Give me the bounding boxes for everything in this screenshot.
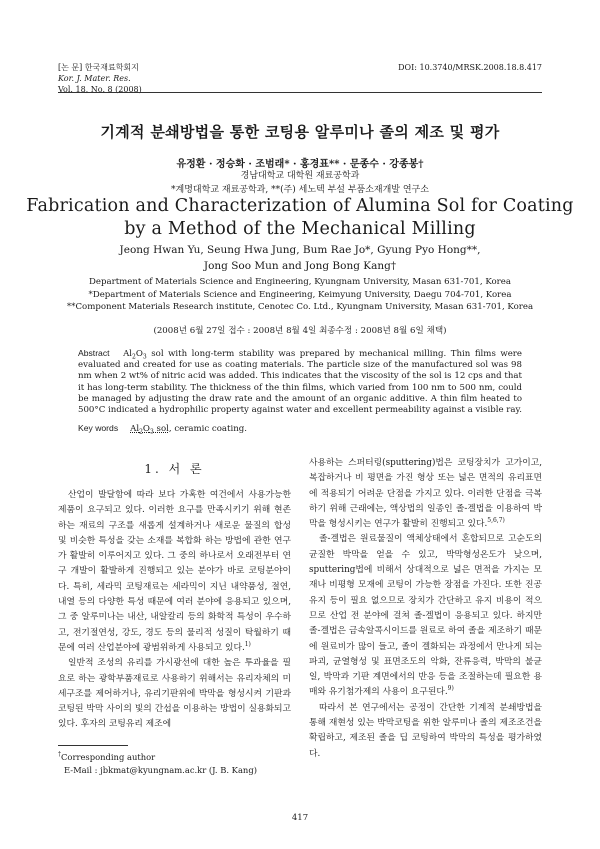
journal-volume: Vol. 18, No. 8 (2008) [58, 85, 142, 94]
abstract [78, 348, 522, 416]
abstract-formula-sub1: 2 [132, 353, 136, 361]
citation: 5,6,7) [487, 517, 505, 525]
journal-name-en: Kor. J. Mater. Res. [58, 74, 131, 83]
journal-name-ko: [논 문] 한국재료학회지 [58, 63, 139, 72]
footnote [58, 751, 257, 777]
right-column [309, 456, 542, 762]
abstract-formula-al: Al [123, 349, 133, 359]
abstract-label: Abstract [78, 348, 110, 358]
page-number: 417 [291, 813, 309, 823]
paragraph [58, 488, 291, 656]
authors-korean: 유정환 · 정승화 · 조범래* · 홍경표** · 문종수 · 강종봉† [176, 159, 424, 170]
authors-english-line1: Jeong Hwan Yu, Seung Hwa Jung, Bum Rae Jo*, Gyung Pyo Hong**, [119, 244, 481, 256]
affiliation-korean-1: 경남대학교 대학원 재료공학과 [240, 171, 360, 181]
affiliation-english-3: **Component Materials Research institute, Cenotec Co. Ltd., Kyungnam University, Masan 631-701, Korea [66, 302, 534, 312]
footnote-email: E-Mail : jbkmat@kyungnam.ac.kr (J. B. Kang) [64, 765, 257, 775]
left-column [58, 488, 291, 733]
keyword-part-al: Al [130, 424, 140, 434]
affiliation-english-1: Department of Materials Science and Engineering, Kyungnam University, Masan 631-701, Korea [88, 277, 512, 287]
section-heading-introduction: 1. 서 론 [144, 462, 205, 476]
header-divider [58, 92, 542, 93]
abstract-formula-sub2: 3 [142, 353, 147, 361]
affiliation-english-2: *Department of Materials Science and Engineering, Keimyung University, Daegu 704-701, Korea [88, 289, 512, 300]
title-korean: 기계적 분쇄방법을 통한 코팅용 알루미나 졸의 제조 및 평가 [100, 123, 500, 141]
title-english-line2: by a Method of the Mechanical Milling [124, 219, 476, 239]
citation: 9) [447, 685, 454, 693]
paragraph-text: 졸-겔법은 원료물질이 액체상태에서 혼합되므로 고순도의 균질한 박막을 얻을 수 있고, 박막형성온도가 낮으며, sputtering법에 비해서 상대적으로 넓은 면적을 가지는 모재나 비평형 모재에 코팅이 가능한 장점을 가진다. 또한 진공유지 등이 필요 없으므로 장치가 간단하고 유지 비용이 적으므로 산업 전 분야에 걸쳐 졸-겔법이 응용되고 있다. 하지만 졸-겔법은 금속알콕시이드를 원료로 하여 졸을 제조하기 때문에 원료비가 많이 들고, 졸이 겔화되는 과정에서 만나게 되는 파괴, 균열형성 및 표면조도의 악화, 잔류응력, 박막의 불균일, 박막과 기판 계면에서의 반응 등을 조절하는데 필요한 용매와 유기첨가제의 사용이 요구된다. [309, 534, 542, 698]
paragraph [309, 532, 542, 700]
keywords-rest: , ceramic coating. [168, 424, 247, 434]
paragraph-text: 산업이 발달함에 따라 보다 가혹한 여건에서 사용가능한 제품이 요구되고 있다. 이러한 요구를 만족시키기 위해 현존하는 재료의 구조를 새롭게 설계하거나 새로운 물질의 합성 및 비슷한 특성을 갖는 소재를 복합화 하는 방법에 관한 연구가 활발히 이루어지고 있다. 그 중의 하나로서 오래전부터 연구 개발이 활발하게 진행되고 있는 분야가 바로 코팅분야이다. 특히, 세라믹 코팅재료는 세라믹이 지닌 내약품성, 절연, 내열 등의 다양한 특성 때문에 여러 분야에 응용되고 있으며, 그 중 알루미나는 내산, 내알칼리 등의 화학적 특성이 우수하고, 전기절연성, 강도, 경도 등의 물리적 성질이 탁월하기 때문에 여러 산업분야에 광범위하게 사용되고 있다. [58, 490, 291, 653]
submission-dates: (2008년 6월 27일 접수 : 2008년 8월 4일 최종수정 : 2008년 8월 6일 채택) [153, 326, 447, 336]
keywords-label: Key words [78, 423, 119, 433]
keyword-part-sub2: 3 [149, 428, 154, 436]
title-english-line1: Fabrication and Characterization of Alumina Sol for Coating [26, 196, 574, 216]
footnote-line-1 [58, 751, 257, 764]
abstract-text: sol with long-term stability was prepared by mechanical milling. Thin films were evaluated and created for use as coating materials. The particle size of the manufactured sol was 98 nm when 2 wt% of nitric acid was added. This indicates that the viscosity of the sol is 12 cps and that it has long-term stability. The thickness of the thin films, which varied from 100 nm to 500 nm, could be managed by adjusting the draw rate and the amount of an organic additive. A thin film heated to 500°C indicated a hydrophilic property against water and excellent permeability against a visible ray. [78, 349, 522, 416]
paragraph [309, 701, 542, 762]
paragraph-text: 사용하는 스퍼터링(sputtering)법은 코팅장치가 고가이고, 복잡하거나 비 평면을 가진 형상 또는 넓은 면적의 유리표면에 적용되기 어려운 단점을 가지고 있다. 이러한 단점을 극복하기 위해 근래에는, 액상법의 일종인 졸-겔법을 이용하여 박막을 형성시키는 연구가 활발히 진행되고 있다. [309, 458, 542, 530]
journal-header [58, 62, 142, 95]
keyword-alumina-sol [130, 424, 169, 434]
doi: DOI: 10.3740/MRSK.2008.18.8.417 [398, 63, 542, 72]
affiliations-english [0, 276, 600, 314]
paragraph-text: 일반적 조성의 유리를 가시광선에 대한 높은 투과율을 필요로 하는 광학부품재료로 사용하기 위해서는 유리자체의 미세구조를 제어하거나, 유리기판위에 박막을 형성시켜 기판과 코팅된 박막 사이의 빛의 간섭을 이용하는 방법이 실용화되고 있다. 후자의 코팅유리 제조에 [58, 658, 291, 730]
keywords [78, 423, 247, 434]
dagger-mark: † [58, 751, 61, 759]
paragraph-text: 따라서 본 연구에서는 공정이 간단한 기계적 분쇄방법을 통해 재현성 있는 박막코팅을 위한 알루미나 졸의 제조조건을 확립하고, 제조된 졸을 딥 코팅하여 박막의 특성을 평가하였다. [309, 702, 542, 759]
authors-english-line2: Jong Soo Mun and Jong Bong Kang† [203, 260, 397, 272]
affiliation-korean-2: *계명대학교 재료공학과, **(주) 세노텍 부설 부품소재개발 연구소 [171, 185, 429, 195]
keyword-part-sub1: 2 [139, 428, 143, 436]
citation: 1) [244, 641, 251, 649]
paragraph [58, 656, 291, 732]
keyword-part-sol: sol [153, 424, 169, 434]
paragraph [309, 456, 542, 532]
footnote-divider [58, 745, 128, 746]
corresponding-author-label: Corresponding author [61, 752, 156, 762]
abstract-formula-o: O [135, 349, 143, 359]
title-english [0, 195, 600, 241]
keyword-part-o: O [142, 424, 150, 434]
authors-english [0, 242, 600, 274]
